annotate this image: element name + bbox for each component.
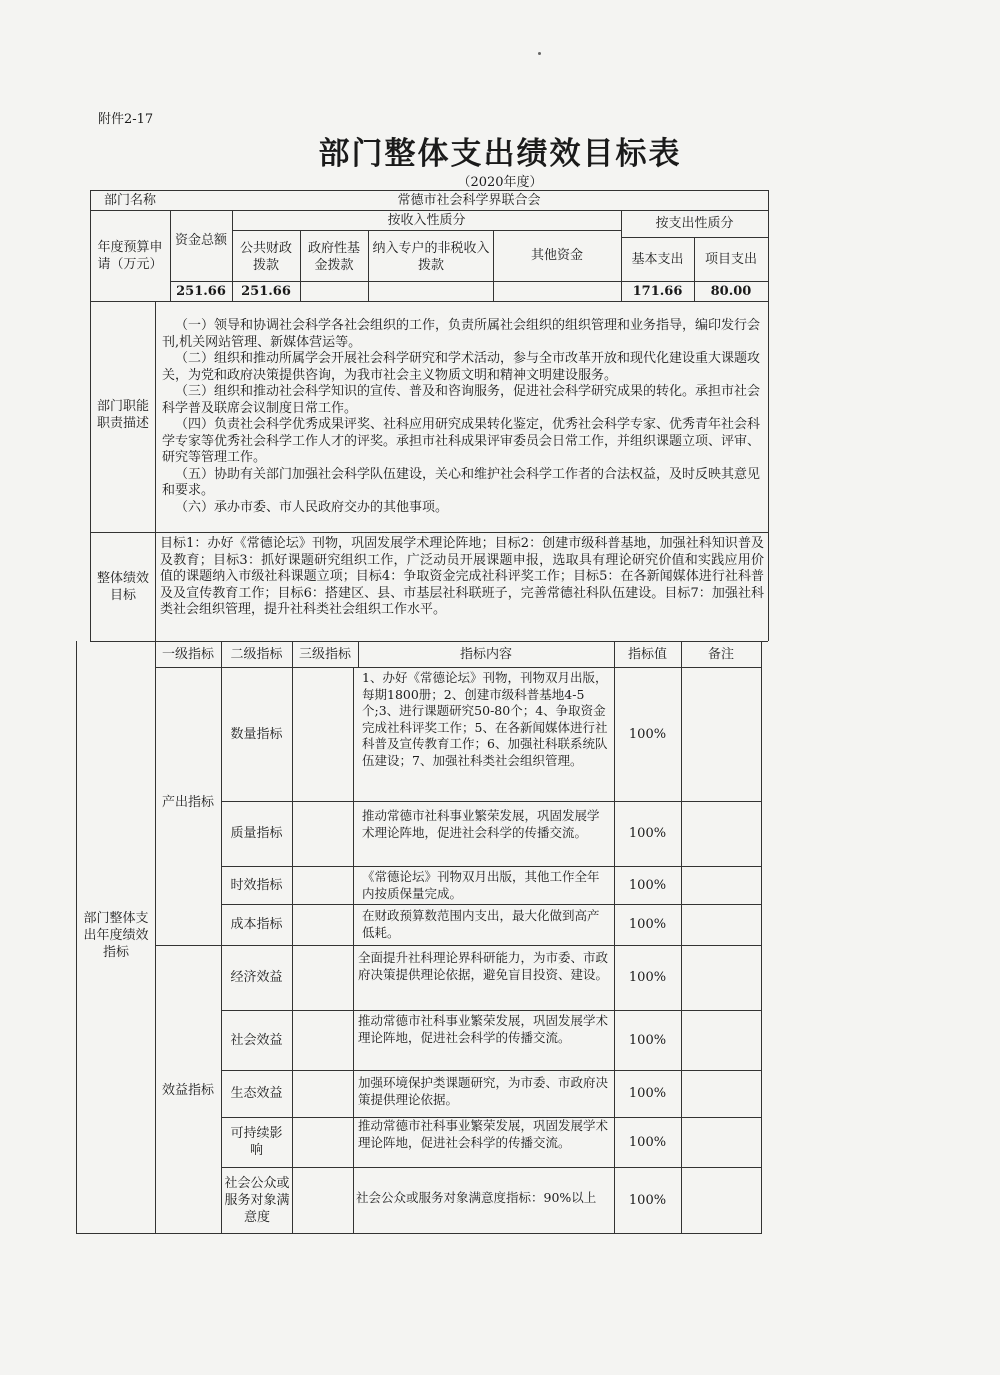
duties-label: 部门职能职责描述 [96, 399, 149, 431]
duty-item: （一）领导和协调社会科学各社会组织的工作，负责所属社会组织的组织管理和业务指导，编印发行会刊,机关网站管理、新媒体营运等。 [162, 318, 761, 350]
basic-expense-header: 基本支出 [631, 251, 684, 267]
indicator-content: 全面提升社科理论界科研能力，为市委、市政府决策提供理论依据，避免盲目投资、建设。 [358, 950, 609, 982]
col-value: 指标值 [627, 646, 667, 662]
dept-name-label: 部门名称 [103, 192, 156, 208]
indicator-value: 100% [628, 970, 667, 985]
indicator-value: 100% [628, 726, 667, 742]
attachment-label: 附件2-17 [98, 112, 154, 127]
gov-fund-header: 政府性基金拨款 [307, 240, 360, 273]
duty-item: （四）负责社会科学优秀成果评奖、社科应用研究成果转化鉴定，优秀社会科学专家、优秀青年社会科学专家等优秀社会科学工作人才的评奖。承担市社科成果评审委员会日常工作，并组织课题立项、评审、研究等管理工作。 [162, 417, 761, 465]
total-funds-header: 资金总额 [174, 232, 227, 248]
indicator-value: 100% [628, 877, 667, 893]
indicator-content: 《常德论坛》刊物双月出版，其他工作全年内按质保量完成。 [362, 869, 600, 901]
indicator-level2: 成本指标 [230, 917, 283, 932]
public-finance-header: 公共财政拨款 [239, 240, 292, 273]
expense-nature-header: 按支出性质分 [655, 216, 734, 231]
duty-item: （六）承办市委、市人民政府交办的其他事项。 [175, 499, 449, 515]
col-level1: 一级指标 [161, 646, 214, 662]
benefit-indicator-label: 效益指标 [161, 1082, 214, 1098]
project-expense-value: 80.00 [710, 283, 752, 299]
public-finance-value: 251.66 [241, 283, 291, 299]
duty-item: （五）协助有关部门加强社会科学队伍建设，关心和维护社会科学工作者的合法权益，及时反映其意见和要求。 [162, 466, 761, 498]
year-label: （2020年度） [457, 175, 543, 190]
col-level2: 二级指标 [230, 646, 283, 662]
nontax-income-header: 纳入专户的非税收入拨款 [372, 240, 490, 273]
indicator-level2: 社会公众或服务对象满意度 [224, 1175, 290, 1225]
indicator-value: 100% [628, 917, 667, 932]
indicators-label: 部门整体支出年度绩效指标 [83, 910, 149, 960]
other-funds-header: 其他资金 [530, 248, 583, 263]
page-title: 部门整体支出绩效目标表 [318, 136, 682, 172]
indicator-level2: 可持续影响 [230, 1126, 283, 1158]
goals-text: 目标1：办好《常德论坛》刊物，巩固发展学术理论阵地；目标2：创建市级科普基地，加强社科知识普及及教育；目标3：抓好课题研究组织工作，广泛动员开展课题申报，选取具有理论研究价值和实践应用价值的课题纳入市级社科课题立项；目标4：争取资金完成社科评奖工作；目标5：在各新闻媒体进行社科普及及宣传教育工作；目标6：搭建区、县、市基层社科联班子，完善常德社科队伍建设。目标7：加强社科类社会组织管理，提升社科类社会组织工作水平。 [160, 536, 764, 617]
budget-label: 年度预算申请（万元） [97, 239, 163, 272]
indicator-value: 100% [628, 1032, 667, 1048]
indicator-level2: 经济效益 [230, 970, 283, 985]
indicator-content: 在财政预算数范围内支出，最大化做到高产低耗。 [362, 908, 600, 940]
col-remarks: 备注 [707, 646, 734, 662]
indicator-content: 推动常德市社科事业繁荣发展，巩固发展学术理论阵地，促进社会科学的传播交流。 [358, 1118, 609, 1150]
indicator-value: 100% [628, 1086, 667, 1101]
indicator-level2: 社会效益 [230, 1032, 283, 1048]
indicator-value: 100% [628, 1192, 667, 1208]
goals-label: 整体绩效目标 [96, 571, 149, 603]
indicator-level2: 数量指标 [230, 726, 283, 742]
project-expense-header: 项目支出 [704, 251, 757, 267]
basic-expense-value: 171.66 [632, 283, 683, 299]
dept-name-value: 常德市社会科学界联合会 [397, 192, 541, 208]
duties-text [162, 318, 760, 516]
col-content: 指标内容 [459, 646, 512, 662]
indicator-content: 加强环境保护类课题研究，为市委、市政府决策提供理论依据。 [358, 1075, 609, 1107]
indicator-level2: 质量指标 [230, 826, 283, 841]
indicator-level2: 时效指标 [230, 877, 283, 893]
output-indicator-label: 产出指标 [161, 794, 214, 810]
indicator-content: 推动常德市社科事业繁荣发展，巩固发展学术理论阵地，促进社会科学的传播交流。 [362, 808, 600, 840]
indicator-content: 1、办好《常德论坛》刊物，刊物双月出版，每期1800册；2、创建市级科普基地4-5个;3、进行课题研究50-80个；4、争取资金完成社科评奖工作；5、在各新闻媒体进行社科普及宣传教育工作；6、加强社科联系统队伍建设；7、加强社科类社会组织管理。 [362, 670, 608, 768]
indicator-content: 推动常德市社科事业繁荣发展，巩固发展学术理论阵地，促进社会科学的传播交流。 [358, 1013, 609, 1045]
duty-item: （三）组织和推动社会科学知识的宣传、普及和咨询服务，促进社会科学研究成果的转化。承担市社会科学普及联席会议制度日常工作。 [162, 384, 761, 416]
indicator-level2: 生态效益 [230, 1086, 283, 1101]
total-funds-value: 251.66 [176, 283, 226, 299]
indicator-value: 100% [628, 826, 667, 841]
scan-speck [538, 52, 541, 55]
income-nature-header: 按收入性质分 [387, 212, 466, 228]
col-level3: 三级指标 [298, 646, 351, 662]
indicator-value: 100% [628, 1134, 667, 1150]
indicator-content: 社会公众或服务对象满意度指标：90%以上 [356, 1190, 597, 1205]
duty-item: （二）组织和推动所属学会开展社会科学研究和学术活动，参与全市改革开放和现代化建设重大课题攻关，为党和政府决策提供咨询，为我市社会主义物质文明和精神文明建设服务。 [162, 351, 761, 383]
